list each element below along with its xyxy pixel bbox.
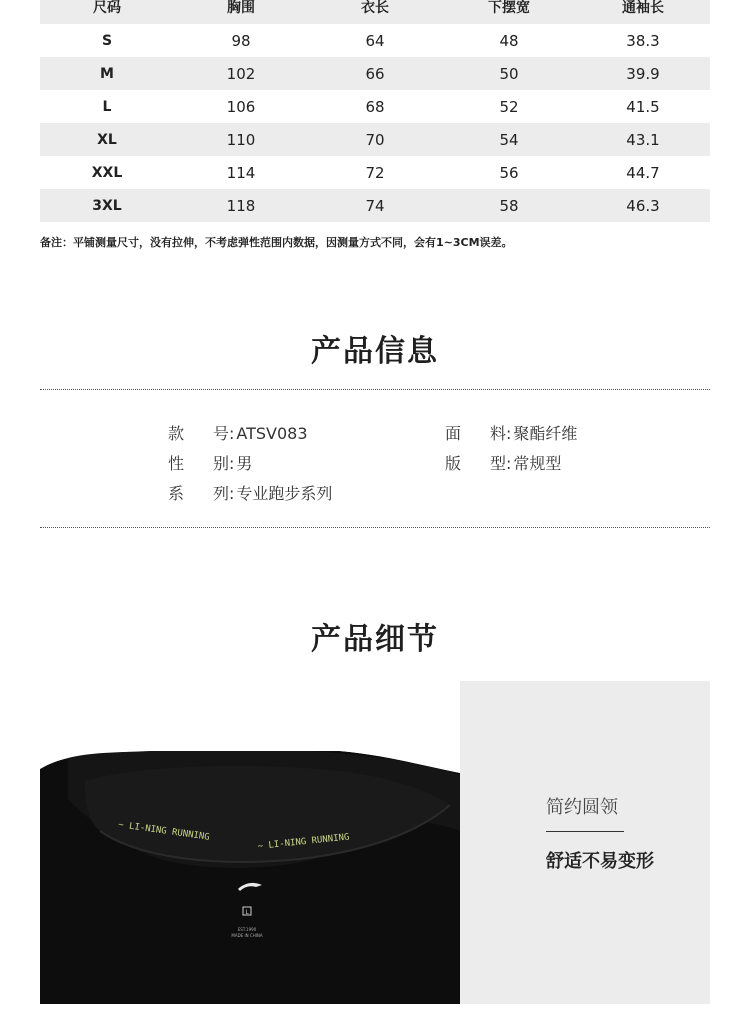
collar-photo (40, 681, 460, 1004)
sleeve-cell: 46.3 (626, 196, 660, 215)
info-item-material: 面 料: 聚酯纤维 (445, 421, 577, 444)
info-value: 男 (236, 454, 253, 473)
chest-cell: 118 (226, 196, 256, 215)
feature-title: 简约圆领 (546, 797, 618, 818)
hem-cell: 58 (499, 196, 519, 215)
info-key: 型 (490, 454, 507, 473)
hem-cell: 54 (499, 130, 519, 149)
hem-cell: 52 (499, 97, 519, 116)
info-key: 料 (490, 424, 507, 443)
size-cell: XL (97, 131, 117, 148)
info-key: 版 (445, 454, 462, 473)
header-size: 尺码 (93, 0, 121, 16)
header-hem: 下摆宽 (488, 0, 530, 16)
sleeve-cell: 44.7 (626, 163, 660, 182)
table-row (40, 57, 710, 90)
size-table (40, 0, 710, 222)
size-cell: 3XL (92, 197, 122, 214)
product-detail-title: 产品细节 (311, 622, 439, 657)
sleeve-cell: 41.5 (626, 97, 660, 116)
size-table-header (40, 0, 710, 24)
length-cell: 68 (365, 97, 385, 116)
info-item-series: 系 列: 专业跑步系列 (168, 481, 332, 504)
feature-subtitle: 舒适不易变形 (546, 851, 654, 872)
length-cell: 72 (365, 163, 385, 182)
info-key: 列 (213, 484, 230, 503)
hem-cell: 50 (499, 64, 519, 83)
chest-cell: 102 (226, 64, 256, 83)
table-row (40, 90, 710, 123)
length-cell: 70 (365, 130, 385, 149)
size-cell: S (101, 32, 113, 49)
chest-cell: 110 (226, 130, 256, 149)
table-row (40, 123, 710, 156)
info-value: 专业跑步系列 (236, 484, 333, 503)
label-small-text: MADE IN CHINA (231, 933, 263, 938)
hem-cell: 48 (499, 31, 519, 50)
divider (40, 389, 710, 390)
tape-text: ~ LI-NING RUNNING (257, 832, 350, 852)
sleeve-cell: 43.1 (626, 130, 660, 149)
info-item-fit: 版 型: 常规型 (445, 451, 561, 474)
info-key: 别 (213, 454, 230, 473)
table-row (40, 24, 710, 57)
chest-cell: 106 (226, 97, 256, 116)
divider (40, 527, 710, 528)
info-key: 号 (213, 424, 230, 443)
info-value: 聚酯纤维 (513, 424, 578, 443)
size-cell: XXL (91, 164, 123, 181)
hem-cell: 56 (499, 163, 519, 182)
sleeve-cell: 38.3 (626, 31, 660, 50)
label-small-text: EST.1990 (237, 927, 257, 932)
info-key: 性 (168, 454, 185, 473)
chest-cell: 114 (226, 163, 256, 182)
tape-text: ~ LI-NING RUNNING (117, 820, 211, 843)
length-cell: 74 (365, 196, 385, 215)
header-sleeve: 通袖长 (622, 0, 664, 16)
info-key: 系 (168, 484, 185, 503)
info-item-gender: 性 别: 男 (168, 451, 252, 474)
header-length: 衣长 (361, 0, 389, 16)
sleeve-cell: 39.9 (626, 64, 660, 83)
info-value: 常规型 (513, 454, 562, 473)
feature-divider (546, 831, 624, 832)
label-size-text: L (245, 909, 249, 916)
length-cell: 66 (365, 64, 385, 83)
feature-panel (460, 681, 710, 1004)
info-key: 面 (445, 424, 462, 443)
size-cell: M (100, 65, 114, 82)
info-item-style-number: 款 号: ATSV083 (168, 421, 308, 444)
size-cell: L (102, 98, 112, 115)
chest-cell: 98 (231, 31, 251, 50)
size-note: 备注：平铺测量尺寸，没有拉伸，不考虑弹性范围内数据，因测量方式不同，会有1~3CM误差。 (40, 236, 513, 249)
product-info-title: 产品信息 (311, 334, 439, 369)
info-key: 款 (168, 424, 185, 443)
table-row (40, 156, 710, 189)
info-value: ATSV083 (236, 424, 308, 443)
table-row (40, 189, 710, 222)
shirt-collar-image (40, 681, 460, 1004)
length-cell: 64 (365, 31, 385, 50)
header-chest: 胸围 (227, 0, 255, 16)
